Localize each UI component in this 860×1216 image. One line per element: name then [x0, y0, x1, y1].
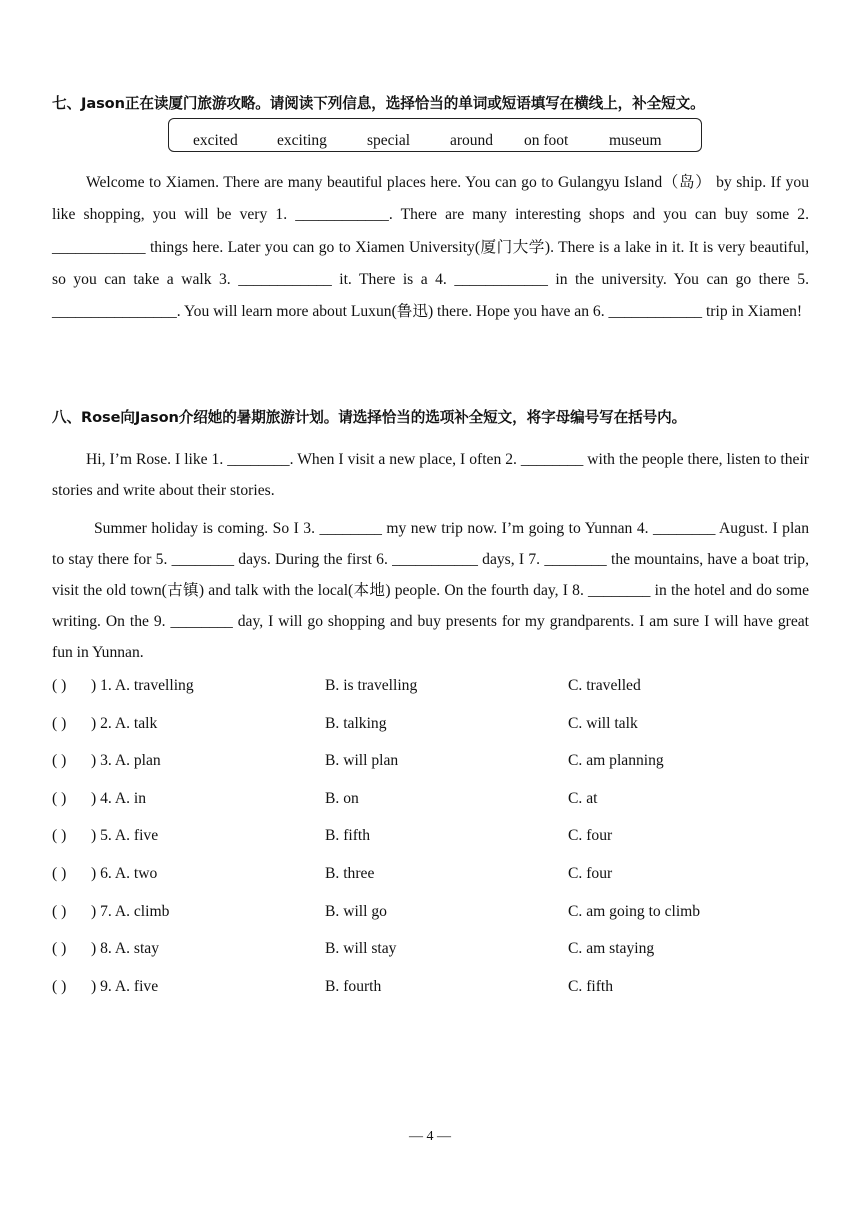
option-b: B. fourth	[325, 977, 382, 995]
answer-bracket[interactable]: ( )	[52, 977, 67, 995]
section7-passage: Welcome to Xiamen. There are many beautiful places here. You can go to Gulangyu Island（岛） by ship. If you like shopping, you will be very 1. ____________. There are many interesting shops and you can buy some 2. ____________ things here. Later you can go to Xiamen University(厦门大学). There is a lake in it. It is very beautiful, so you can take a walk 3. ____________ it. There is a 4. ____________ in the university. You can go there 5. ________________. You will learn more about Luxun(鲁迅) there. Hope you have an 6. ____________ trip in Xiamen!	[52, 174, 809, 321]
option-c: C. am planning	[568, 752, 664, 770]
answer-bracket[interactable]: ( )	[52, 865, 67, 882]
word-bank-item: special	[367, 132, 411, 149]
page-number: — 4 —	[409, 1129, 451, 1144]
answer-bracket[interactable]: ( )	[52, 714, 67, 732]
option-a: ) 7. A. climb	[91, 902, 170, 920]
option-a: ) 6. A. two	[91, 865, 158, 882]
option-row	[52, 715, 812, 739]
option-a: ) 2. A. talk	[91, 714, 158, 732]
option-b: B. talking	[325, 714, 387, 732]
option-b: B. is travelling	[325, 677, 418, 694]
option-c: C. am staying	[568, 940, 655, 958]
option-b: B. three	[325, 865, 375, 882]
word-bank-item: museum	[609, 132, 662, 149]
option-c: C. fifth	[568, 977, 614, 995]
option-c: C. four	[568, 827, 613, 845]
answer-bracket[interactable]: ( )	[52, 752, 67, 770]
option-a: ) 1. A. travelling	[91, 677, 194, 694]
option-b: B. will plan	[325, 752, 399, 770]
answer-bracket[interactable]: ( )	[52, 677, 67, 694]
option-c: C. at	[568, 789, 598, 807]
option-row	[52, 827, 812, 851]
option-row	[52, 865, 812, 889]
option-b: B. fifth	[325, 827, 371, 845]
option-row	[52, 790, 812, 814]
option-row	[52, 978, 812, 1002]
section8-paragraph-1: Hi, I’m Rose. I like 1. ________. When I visit a new place, I often 2. ________ with the people there, listen to their stories and write about their stories.	[52, 451, 809, 499]
option-a: ) 5. A. five	[91, 827, 159, 845]
word-bank-box	[168, 118, 702, 152]
section7-heading: 七、Jason正在读厦门旅游攻略。请阅读下列信息，选择恰当的单词或短语填写在横线上，补全短文。	[52, 95, 705, 112]
section8-paragraph-2: Summer holiday is coming. So I 3. ________ my new trip now. I’m going to Yunnan 4. ________ August. I plan to stay there for 5. ________ days. During the first 6. ___________ days, I 7. ________ the mountains, have a boat trip, visit the old town(古镇) and talk with the local(本地) people. On the fourth day, I 8. ________ in the hotel and do some writing. On the 9. ________ day, I will go shopping and buy presents for my grandparents. I am sure I will have great fun in Yunnan.	[52, 520, 809, 661]
option-a: ) 9. A. five	[91, 977, 159, 995]
word-bank-item: around	[450, 132, 494, 149]
option-c: C. am going to climb	[568, 902, 701, 920]
option-row	[52, 940, 812, 964]
answer-bracket[interactable]: ( )	[52, 902, 67, 920]
option-c: C. travelled	[568, 677, 641, 694]
option-a: ) 3. A. plan	[91, 752, 161, 770]
section8-heading: 八、Rose向Jason介绍她的暑期旅游计划。请选择恰当的选项补全短文，将字母编号写在括号内。	[52, 409, 687, 426]
answer-bracket[interactable]: ( )	[52, 827, 67, 845]
option-row	[52, 903, 812, 927]
answer-bracket[interactable]: ( )	[52, 940, 67, 958]
word-bank-item: excited	[193, 132, 238, 149]
answer-bracket[interactable]: ( )	[52, 789, 67, 807]
option-a: ) 8. A. stay	[91, 940, 160, 958]
option-row	[52, 752, 812, 776]
option-b: B. on	[325, 789, 359, 807]
option-a: ) 4. A. in	[91, 789, 147, 807]
option-c: C. four	[568, 865, 613, 882]
option-c: C. will talk	[568, 714, 638, 732]
word-bank-item: on foot	[524, 132, 569, 149]
option-row	[52, 677, 812, 701]
option-b: B. will go	[325, 902, 387, 920]
option-b: B. will stay	[325, 940, 397, 958]
word-bank-item: exciting	[277, 132, 327, 149]
